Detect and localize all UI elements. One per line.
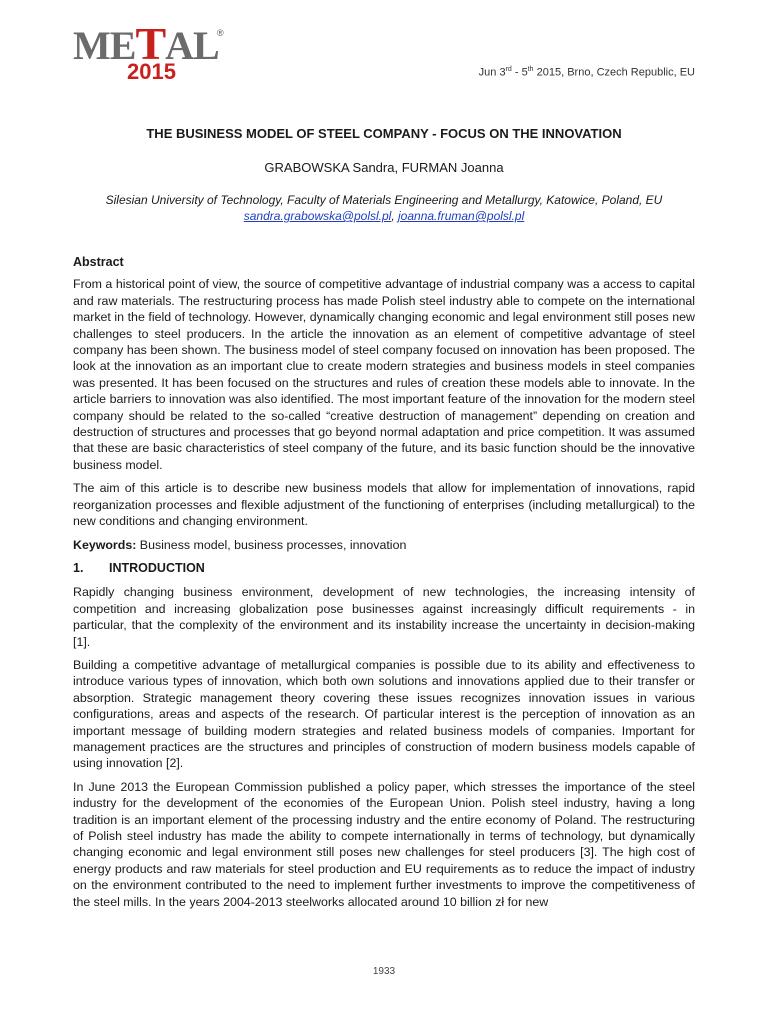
paper-authors: GRABOWSKA Sandra, FURMAN Joanna (264, 160, 504, 175)
affiliation-text: Silesian University of Technology, Faculty of Materials Engineering and Metallurgy, Katowice, Poland, EU (105, 193, 663, 207)
body-paragraph: In June 2013 the European Commission published a policy paper, which stresses the importance of the steel industry for the development of the economies of the European Union. Polish steel industry, having a long tradition is an important element of the processing industry and the entire economy of Poland. The restructuring of Polish steel industry has made the ability to compete internationally in terms of technology, but dynamically changing economic and legal environment still poses new challenges for steel producers [3]. The high cost of energy products and raw materials for steel production and EU requirements as to reduce the impact of industry on the environment contributed to the need to implement further investments to improve the competitiveness of the steel mills. In the years 2004-2013 steelworks allocated around 10 billion zł for new (73, 779, 695, 909)
keywords-label: Keywords: (73, 537, 137, 552)
email-link-furman[interactable]: joanna.fruman@polsl.pl (398, 209, 525, 223)
registered-mark: ® (217, 28, 224, 38)
abstract-heading: Abstract (73, 255, 124, 269)
conference-info: Jun 3rd - 5th 2015, Brno, Czech Republic, EU (478, 66, 695, 79)
paper-title: THE BUSINESS MODEL OF STEEL COMPANY - FOCUS ON THE INNOVATION (146, 126, 622, 141)
paper-body (73, 254, 695, 917)
author-affiliation (73, 192, 695, 224)
abstract-paragraph: From a historical point of view, the source of competitive advantage of industrial company was a access to capital and raw materials. The restructuring process has made Polish steel industry able to compete on the international market in the field of technology. However, dynamically changing economic and legal environment still poses new challenges to steel producers. In the article the innovation as an element of competitive advantage of steel company has been shown. The business model of steel company focused on innovation has been proposed. The look at the innovation as an important clue to create modern strategies and business models in steel companies was presented. It has been focused on the structures and rules of creation these models able to innovate. In the article barriers to innovation was also identified. The most important feature of the innovation for the modern steel company should be related to the so-called “creative destruction of management” depending on creation and destruction of structures and processes that go beyond normal adaptation and price competition. It was assumed that these are basic characteristics of steel company of the future, and its basic function should be the innovative business model. (73, 277, 695, 472)
conference-logo (73, 18, 233, 84)
keywords-list: Business model, business processes, innovation (136, 537, 407, 552)
email-link-grabowska[interactable]: sandra.grabowska@polsl.pl (243, 209, 392, 223)
body-paragraph: Rapidly changing business environment, development of new technologies, the increasing intensity of competition and increasing globalization pose businesses against increasingly difficult requirements - in particular, that the complexity of the environment and its instability increase the uncertainty in decision-making [1]. (73, 585, 695, 649)
section-heading: 1. INTRODUCTION (73, 560, 205, 575)
keywords (73, 537, 695, 553)
body-paragraph: Building a competitive advantage of metallurgical companies is possible due to its ability and effectiveness to introduce various types of innovation, which both own solutions and innovations applied due to their transfer or absorption. Strategic management theory covering these issues recognizes innovation issues in various configurations, areas and aspects of the research. Of particular interest is the perception of innovation as an important message of building modern strategies and related business models of companies. Important for management practices are the structures and principles of construction of modern business models capable of using innovation [2]. (73, 657, 695, 771)
logo-year: 2015 (127, 59, 176, 84)
logo-wordmark: METAL (73, 18, 219, 69)
abstract-paragraph: The aim of this article is to describe new business models that allow for implementation of innovations, rapid reorganization processes and flexible adjustment of the functioning of enterprises (including metallurgical) to the new conditions and changing environment. (73, 481, 695, 529)
author-emails: sandra.grabowska@polsl.pl, joanna.fruman@polsl.pl (243, 209, 525, 223)
page-number: 1933 (372, 966, 396, 977)
